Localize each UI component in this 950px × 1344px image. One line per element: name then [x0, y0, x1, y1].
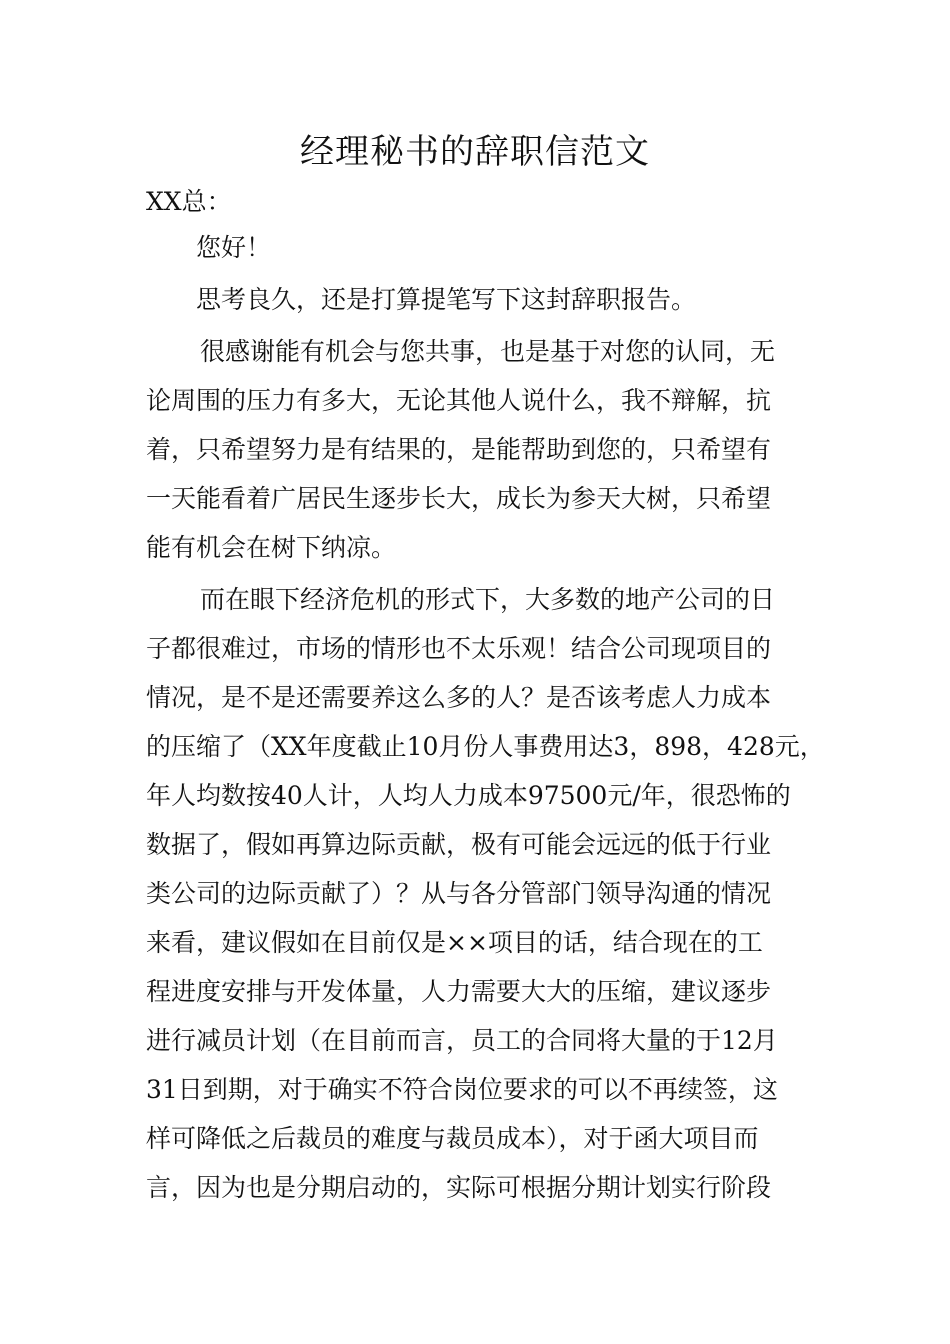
paragraph-line: 数据了，假如再算边际贡献，极有可能会远远的低于行业 [146, 830, 772, 859]
paragraph-line: 而在眼下经济危机的形式下，大多数的地产公司的日 [200, 585, 776, 614]
greeting-line: 您好！ [196, 233, 272, 262]
paragraph-line: 能有机会在树下纳凉。 [146, 533, 397, 562]
paragraph-line: 类公司的边际贡献了）？从与各分管部门领导沟通的情况 [146, 879, 772, 908]
paragraph-line: 程进度安排与开发体量，人力需要大大的压缩，建议逐步 [146, 977, 772, 1006]
paragraph-line: 年人均数按40人计，人均人力成本97500元/年，很恐怖的 [146, 781, 791, 810]
paragraph-line: 进行减员计划（在目前而言，员工的合同将大量的于12月 [146, 1026, 778, 1055]
paragraph-line: 31日到期，对于确实不符合岗位要求的可以不再续签，这 [146, 1075, 778, 1104]
salutation: XX总： [146, 187, 232, 216]
paragraph-line: 着，只希望努力是有结果的，是能帮助到您的，只希望有 [146, 435, 772, 464]
paragraph-line: 样可降低之后裁员的难度与裁员成本），对于函大项目而 [146, 1124, 759, 1153]
paragraph-line: 很感谢能有机会与您共事，也是基于对您的认同，无 [200, 337, 776, 366]
paragraph-line: 论周围的压力有多大，无论其他人说什么，我不辩解，抗 [146, 386, 772, 415]
paragraph-line: 来看，建议假如在目前仅是××项目的话，结合现在的工 [146, 928, 763, 957]
document-title: 经理秘书的辞职信范文 [300, 132, 650, 172]
paragraph-line: 情况，是不是还需要养这么多的人？是否该考虑人力成本 [146, 683, 772, 712]
paragraph-line: 言，因为也是分期启动的，实际可根据分期计划实行阶段 [146, 1173, 772, 1202]
paragraph-line: 的压缩了（XX年度截止10月份人事费用达3，898，428元， [146, 732, 825, 761]
paragraph-line: 思考良久，还是打算提笔写下这封辞职报告。 [196, 285, 697, 314]
paragraph-line: 一天能看着广居民生逐步长大，成长为参天大树，只希望 [146, 484, 772, 513]
paragraph-line: 子都很难过，市场的情形也不太乐观！结合公司现项目的 [146, 634, 772, 663]
